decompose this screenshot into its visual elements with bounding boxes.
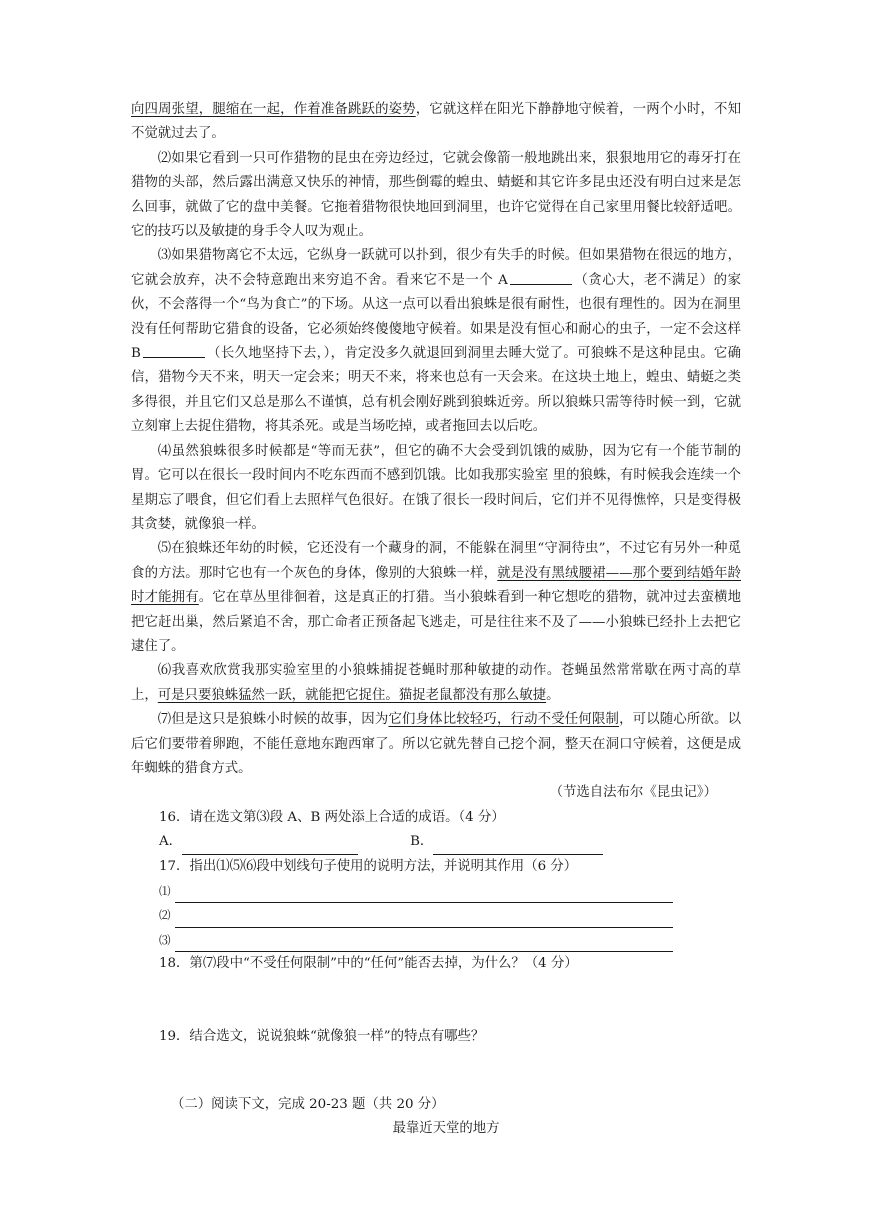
paragraph-6: [131, 659, 741, 708]
paragraph-7: [131, 708, 741, 781]
answer-a-line[interactable]: [182, 838, 358, 855]
source-citation: （节选自法布尔《昆虫记》）: [549, 785, 717, 801]
question-16: 16．请在选文第⑶段 A、B 两处添上合适的成语。（4 分）: [159, 809, 505, 825]
question-19: 19．结合选文，说说狼蛛“就像狼一样”的特点有哪些？: [159, 1028, 485, 1044]
paragraph-7-part-a: ⑺但是这只是狼蛛小时候的故事，因为: [157, 712, 389, 728]
paragraph-5-part-a: ⑸在狼蛛还年幼的时候，它还没有一个藏身的洞，不能躲在洞里“守洞待虫”，不过它有另外一种觅食的方法。那时它也有一个灰色的身体，像别的大狼蛛一样，: [131, 541, 741, 581]
paragraph-3: [131, 244, 741, 439]
paragraph-5-part-b: 。它在草丛里徘徊着，这是真正的打猎。当小狼蛛看到一种它想吃的猎物，就冲过去蛮横地把它赶出巢，然后紧追不舍，那亡命者正预备起飞逃走，可是往往来不及了——小狼蛛已经扑上去把它逮住了。: [131, 590, 741, 654]
blank-a[interactable]: [510, 269, 572, 285]
next-article-title: 最靠近天堂的地方: [392, 1121, 500, 1137]
paragraph-6-part-b: 。: [546, 687, 560, 703]
section-2-heading: （二）阅读下文，完成 20-23 题（共 20 分）: [171, 1097, 445, 1113]
underlined-sentence-6: 可是只要狼蛛猛然一跃，就能把它捉住。猫捉老鼠都没有那么敏捷: [157, 687, 547, 703]
answer-space-19[interactable]: [131, 1049, 741, 1093]
underlined-sentence-1: 向四周张望，腿缩在一起，作着准备跳跃的姿势: [131, 102, 416, 117]
answer-a-label: A．: [159, 834, 183, 850]
paragraph-2: ⑵如果它看到一只可作猎物的昆虫在旁边经过，它就会像箭一般地跳出来，狠狠地用它的毒牙打在猎物的头部，然后露出满意又快乐的神情，那些倒霉的蝗虫、蜻蜓和其它许多昆虫还没有明白过来是怎么回事，就做了它的盘中美餐。它拖着猎物很快地回到洞里，也许它觉得在自己家里用餐比较舒适吧。它的技巧以及敏捷的身手令人叹为观止。: [131, 150, 741, 240]
question-17: 17．指出⑴⑸⑹段中划线句子使用的说明方法，并说明其作用（6 分）: [159, 858, 578, 874]
answer-3-number: ⑶: [159, 932, 171, 947]
answer-b-label: B．: [410, 834, 434, 850]
paragraph-3-part-b: （贪心大，老不满足）的家伙，不会落得一个“鸟为食亡”的下场。从这一点可以看出狼蛛是很有耐性，也很有理性的。因为在洞里没有任何帮助它猎食的设备，它必须始终傻傻地守候着。如果是没有恒心和耐心的虫子，一定不会这样 B: [131, 272, 741, 362]
paragraph-5: [131, 537, 741, 659]
answer-space-18[interactable]: [131, 977, 741, 1025]
underlined-sentence-5: 就是没有黑绒腰裙——那个要到结婚年龄时才能拥有: [131, 565, 742, 606]
underlined-sentence-7: 它们身体比较轻巧，行动不受任何限制: [388, 712, 620, 728]
answer-2-number: ⑵: [159, 908, 171, 923]
question-16-answers: [131, 830, 741, 854]
answer-1-line[interactable]: [175, 886, 673, 903]
question-17-answer-1: [131, 879, 741, 903]
answer-3-line[interactable]: [175, 935, 673, 952]
answer-b-line[interactable]: [433, 838, 603, 855]
paragraph-7-part-b: ，可以随心所欲。以后它们要带着卵跑，不能任意地东跑西窜了。所以它就先替自己挖个洞，整天在洞口守候着，这便是成年蜘蛛的猎食方式。: [131, 712, 742, 776]
answer-2-line[interactable]: [175, 911, 673, 928]
paragraph-3-part-c: （长久地坚持下去，），肯定没多久就退回到洞里去睡大觉了。可狼蛛不是这种昆虫。它确信，猎物今天不来，明天一定会来；明天不来，将来也总有一天会来。在这块土地上，蝗虫、蜻蜓之类多得很，并且它们又总是那么不谨慎，总有机会刚好跳到狼蛛近旁。所以狼蛛只需等待时候一到，它就立刻窜上去捉住猎物，将其杀死。或是当场吃掉，或者拖回去以后吃。: [131, 346, 741, 435]
paragraph-1-tail: [131, 98, 741, 147]
document-page: [131, 98, 741, 1142]
question-18: 18．第⑺段中“不受任何限制”中的“任何”能否去掉，为什么？（4 分）: [159, 956, 578, 972]
paragraph-6-part-a: ⑹我喜欢欣赏我那实验室里的小狼蛛捕捉苍蝇时那种敏捷的动作。苍蝇虽然常常歇在两寸高的草上，: [131, 663, 741, 703]
blank-b[interactable]: [143, 342, 205, 358]
paragraph-3-part-a: ⑶如果猎物离它不太远，它纵身一跃就可以扑到，很少有失手的时候。但如果猎物在很远的地方，它就会放弃，决不会特意跑出来穷追不舍。看来它不是一个 A: [131, 248, 741, 288]
question-17-answer-3: [131, 928, 741, 952]
paragraph-1-rest: ，它就这样在阳光下静静地守候着，一两个小时，不知不觉就过去了。: [131, 102, 742, 142]
answer-1-number: ⑴: [159, 884, 171, 898]
paragraph-4: ⑷虽然狼蛛很多时候都是“等而无获”，但它的确不大会受到饥饿的威胁，因为它有一个能节制的胃。它可以在很长一段时间内不吃东西而不感到饥饿。比如我那实验室 里的狼蛛，有时候我会连续一个星期忘了喂食，但它们看上去照样气色很好。在饿了很长一段时间后，它们并不见得憔悴，只是变得极其贪婪，就像狼一样。: [131, 443, 741, 532]
question-17-answer-2: [131, 903, 741, 927]
